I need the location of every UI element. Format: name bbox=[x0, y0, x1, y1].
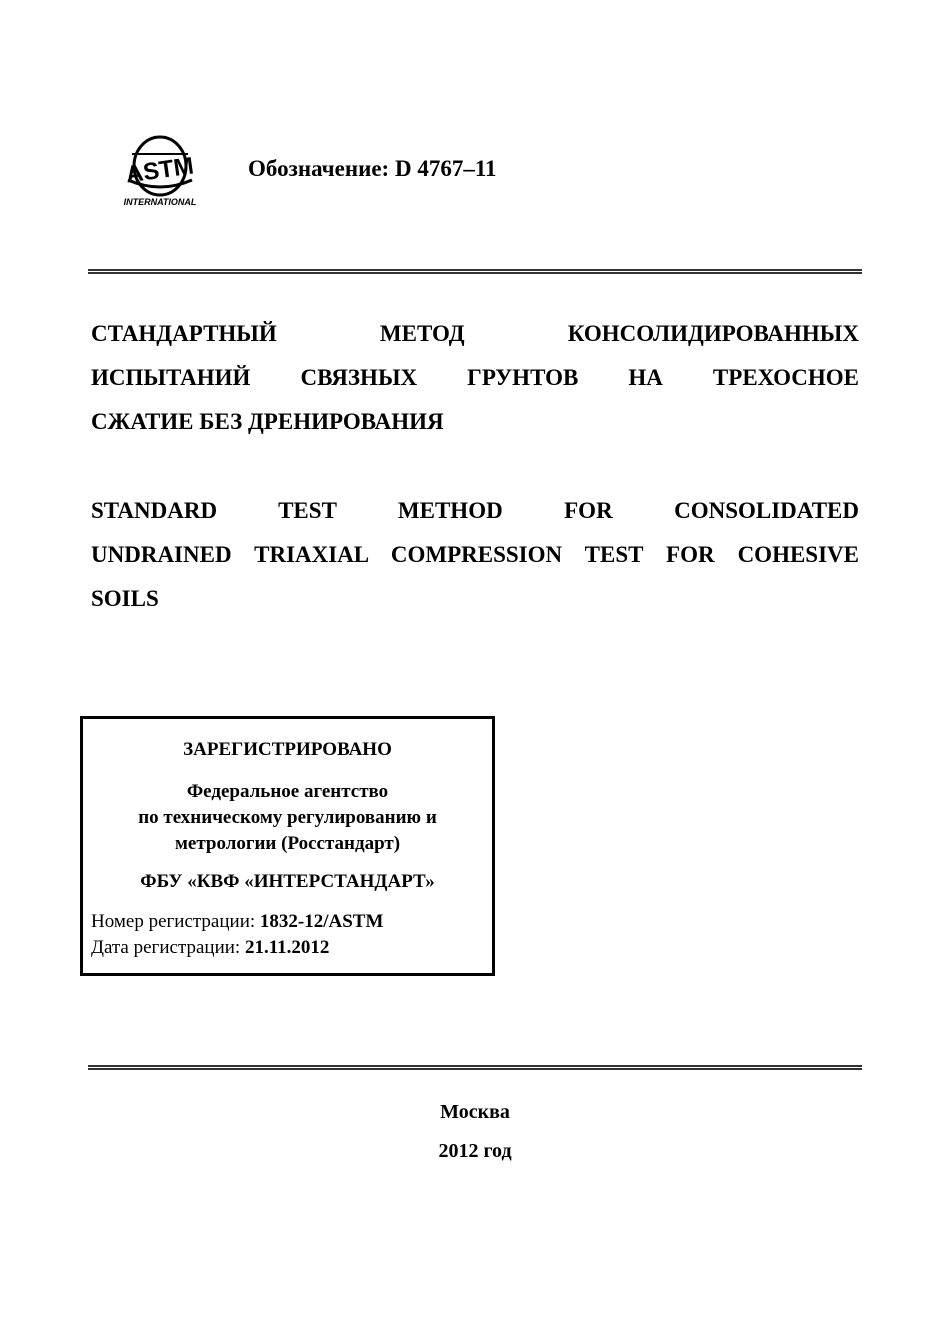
publication-city: Москва bbox=[440, 1101, 510, 1123]
title-en-line: STANDARD TEST METHOD FOR CONSOLIDATED bbox=[91, 498, 859, 523]
title-en-line: SOILS bbox=[91, 586, 159, 611]
registration-date-label: Дата регистрации: bbox=[91, 937, 245, 958]
registration-number-value: 1832-12/ASTM bbox=[259, 911, 384, 932]
registration-agency bbox=[83, 779, 492, 857]
agency-line: по техническому регулированию и bbox=[138, 807, 437, 828]
document-designation: Обозначение: D 4767–11 bbox=[248, 156, 497, 181]
bottom-divider bbox=[88, 1065, 862, 1070]
astm-logo bbox=[118, 132, 202, 208]
title-english bbox=[91, 489, 859, 621]
publication-year: 2012 год bbox=[438, 1140, 512, 1162]
registration-fields bbox=[91, 909, 383, 961]
title-russian bbox=[91, 312, 859, 444]
registration-date-row bbox=[91, 935, 383, 961]
top-divider bbox=[88, 269, 862, 274]
title-ru-line: СТАНДАРТНЫЙ МЕТОД КОНСОЛИДИРОВАННЫХ bbox=[91, 321, 859, 346]
logo-subtext: INTERNATIONAL bbox=[123, 197, 197, 207]
registration-number-row bbox=[91, 909, 383, 935]
title-ru-line: СЖАТИЕ БЕЗ ДРЕНИРОВАНИЯ bbox=[91, 409, 444, 434]
agency-line: Федеральное агентство bbox=[186, 781, 389, 802]
registration-stamp bbox=[80, 716, 495, 976]
registration-date-value: 21.11.2012 bbox=[244, 937, 330, 958]
registration-heading: ЗАРЕГИСТРИРОВАНО bbox=[183, 739, 392, 760]
title-en-line: UNDRAINED TRIAXIAL COMPRESSION TEST FOR COHESIVE bbox=[91, 542, 859, 567]
title-ru-line: ИСПЫТАНИЙ СВЯЗНЫХ ГРУНТОВ НА ТРЕХОСНОЕ bbox=[91, 365, 859, 390]
registration-organization: ФБУ «КВФ «ИНТЕРСТАНДАРТ» bbox=[140, 871, 435, 892]
registration-number-label: Номер регистрации: bbox=[91, 911, 260, 932]
agency-line: метрологии (Росстандарт) bbox=[174, 833, 401, 854]
logo-text: ASTM bbox=[124, 152, 196, 189]
